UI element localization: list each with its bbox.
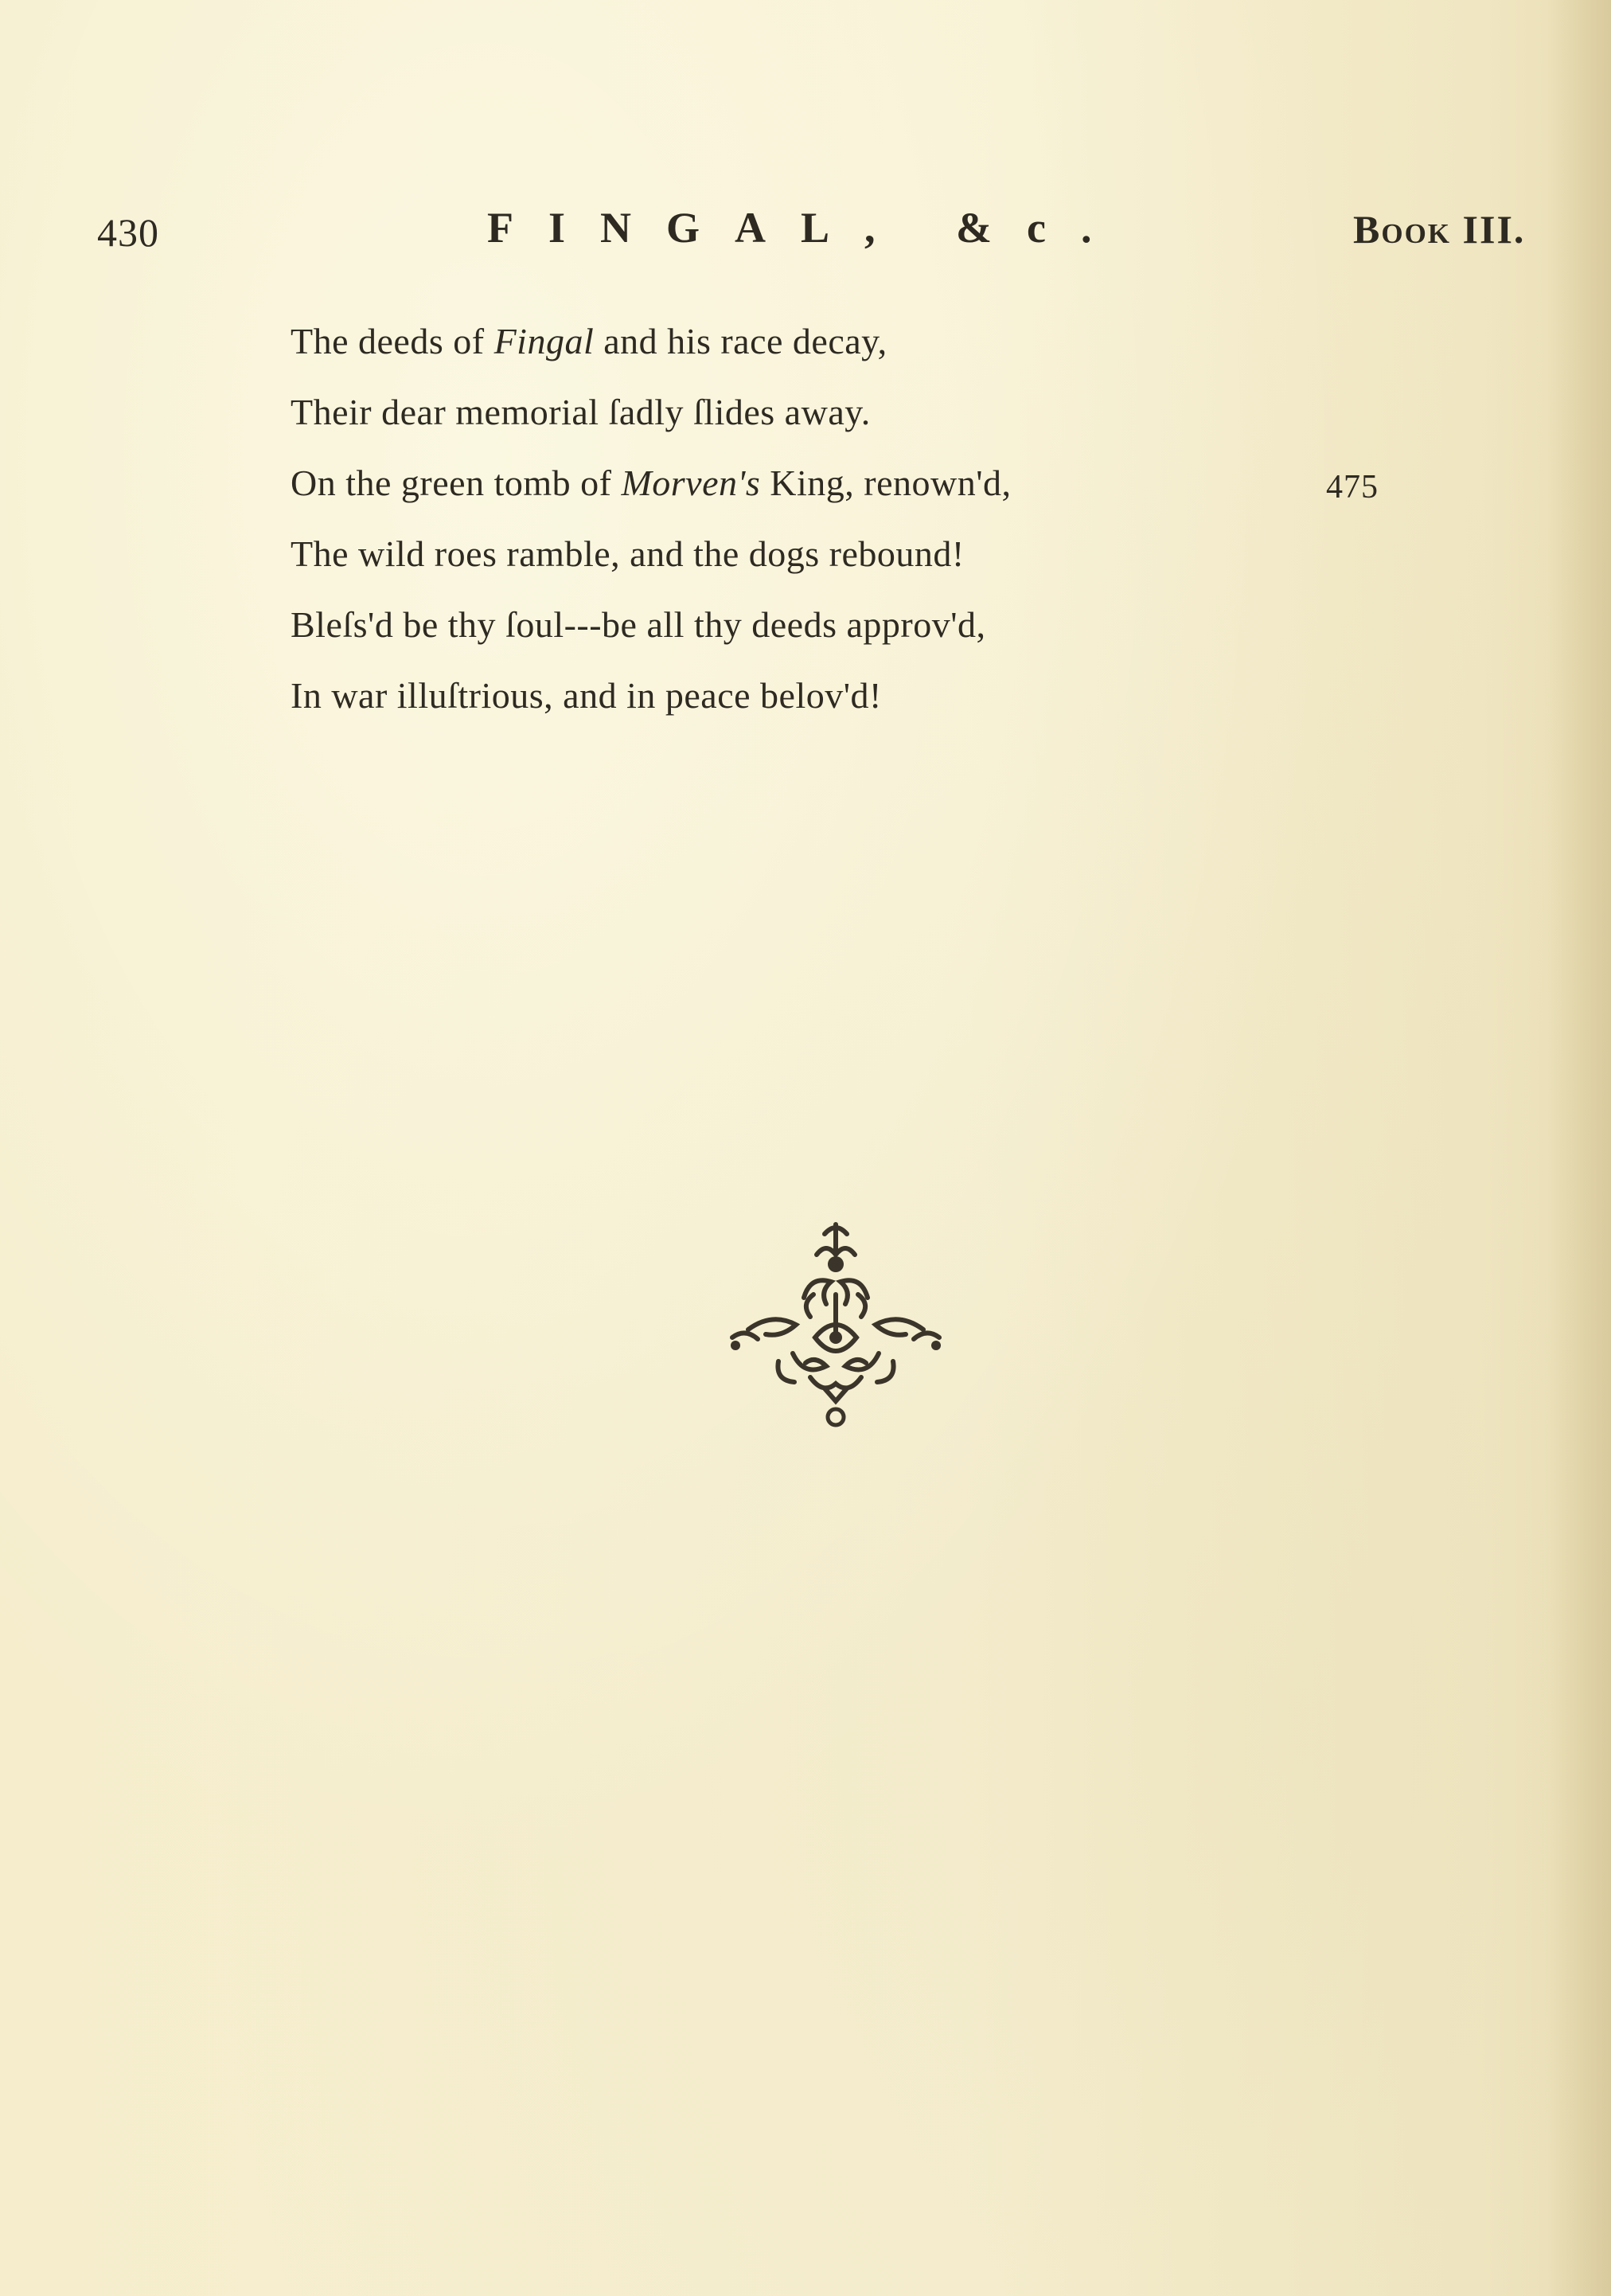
verse-text: King, renown'd, bbox=[760, 463, 1012, 503]
verse-italic-text: Morven's bbox=[621, 463, 761, 503]
verse-line-5 bbox=[291, 589, 1405, 660]
verse-block bbox=[291, 306, 1405, 731]
verse-line-2 bbox=[291, 377, 1405, 447]
verse-line-6 bbox=[291, 660, 1405, 731]
verse-text: Bleſs'd be thy ſoul---be all thy deeds approv'd, bbox=[291, 604, 986, 645]
line-number: 475 bbox=[1326, 469, 1379, 506]
verse-text: and his race decay, bbox=[594, 321, 887, 361]
fleuron-ornament-icon bbox=[716, 1218, 955, 1433]
verse-line-3 bbox=[291, 447, 1405, 518]
verse-text: On the green tomb of bbox=[291, 463, 622, 503]
running-head bbox=[0, 203, 1611, 267]
verse-line-4 bbox=[291, 518, 1405, 589]
verse-text: The deeds of bbox=[291, 321, 494, 361]
verse-line-1 bbox=[291, 306, 1405, 377]
book-label: Book III. bbox=[1353, 207, 1526, 252]
running-title: FINGAL, &c. bbox=[487, 204, 1127, 252]
verse-text: Their dear memorial ſadly ſlides away. bbox=[291, 392, 871, 432]
page-number: 430 bbox=[97, 210, 159, 255]
verse-text: The wild roes ramble, and the dogs rebound! bbox=[291, 533, 965, 574]
page-edge-shade bbox=[1547, 0, 1611, 2296]
verse-italic-text: Fingal bbox=[493, 321, 595, 361]
verse-text: In war illuſtrious, and in peace belov'd! bbox=[291, 675, 882, 716]
